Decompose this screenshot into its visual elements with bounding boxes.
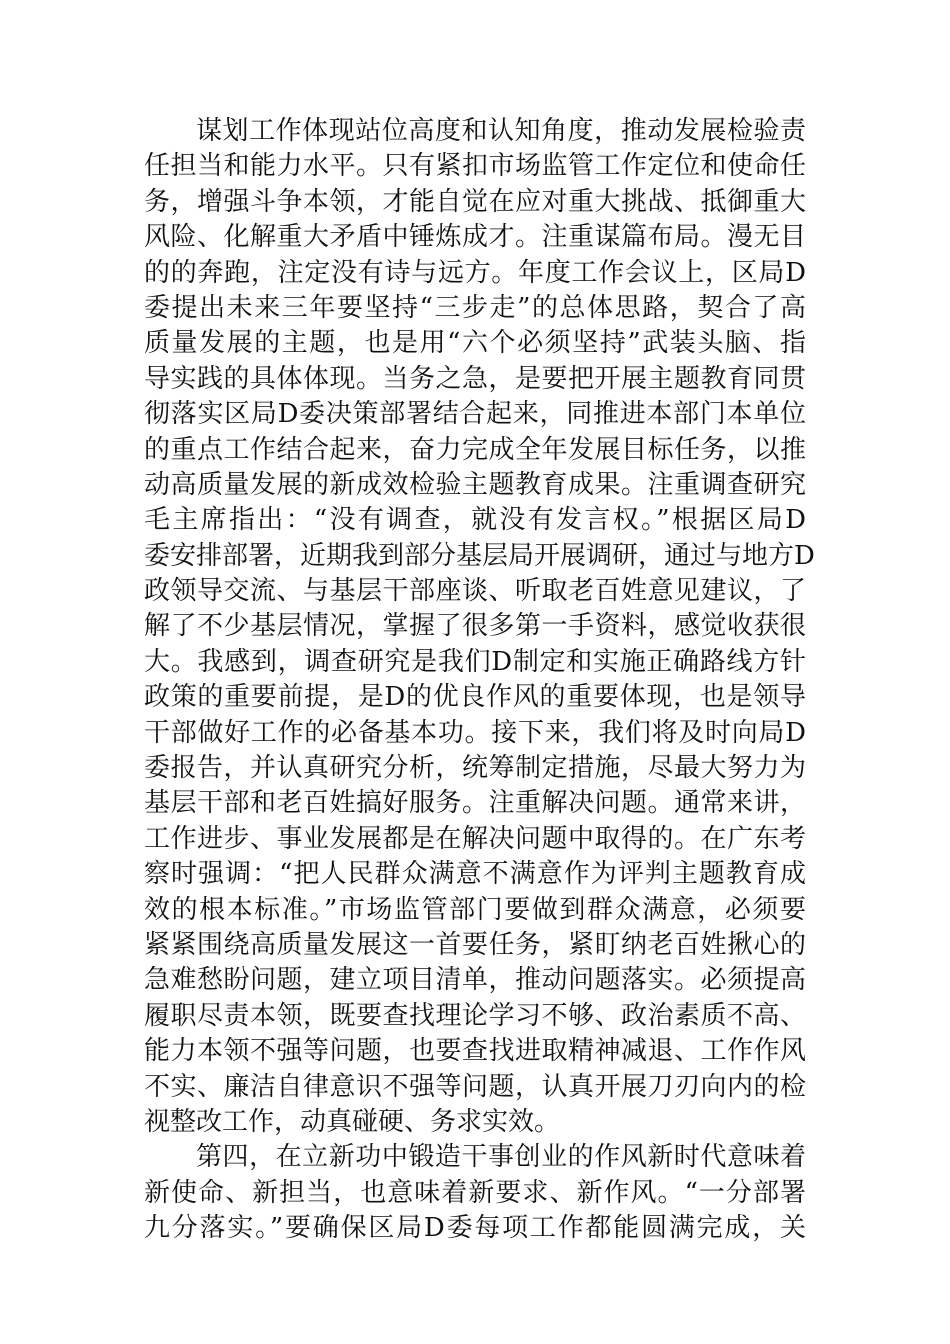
paragraph-line: 第四，在立新功中锻造干事创业的作风新时代意味着 xyxy=(196,1142,806,1173)
paragraph-line: 政领导交流、与基层干部座谈、听取老百姓意见建议，了 xyxy=(144,576,806,607)
paragraph-line: 导实践的具体体现。当务之急，是要把开展主题教育同贯 xyxy=(144,363,806,394)
body-text xyxy=(144,114,815,1247)
paragraph-line: 大。我感到，调查研究是我们D制定和实施正确路线方针 xyxy=(144,646,806,677)
paragraph-line: 干部做好工作的必备基本功。接下来，我们将及时向局D xyxy=(144,717,806,748)
paragraph-line: 谋划工作体现站位高度和认知角度，推动发展检验责 xyxy=(196,116,806,146)
paragraph-line: 察时强调：“把人民群众满意不满意作为评判主题教育成 xyxy=(144,859,806,890)
paragraph-line: 新使命、新担当，也意味着新要求、新作风。“一分部署 xyxy=(144,1177,806,1208)
paragraph-line: 任担当和能力水平。只有紧扣市场监管工作定位和使命任 xyxy=(144,151,806,182)
paragraph-line: 委提出未来三年要坚持“三步走”的总体思路，契合了高 xyxy=(144,292,806,323)
paragraph-line: 履职尽责本领，既要查找理论学习不够、政治素质不高、 xyxy=(144,1000,806,1031)
paragraph-line: 九分落实。”要确保区局D委每项工作都能圆满完成，关 xyxy=(144,1213,806,1244)
paragraph-line: 委报告，并认真研究分析，统筹制定措施，尽最大努力为 xyxy=(144,753,806,784)
paragraph-line: 的的奔跑，注定没有诗与远方。年度工作会议上，区局D xyxy=(144,257,806,288)
paragraph-line: 不实、廉洁自律意识不强等问题，认真开展刀刃向内的检 xyxy=(144,1071,806,1102)
paragraph-line: 的重点工作结合起来，奋力完成全年发展目标任务，以推 xyxy=(144,434,806,465)
paragraph-line: 急难愁盼问题，建立项目清单，推动问题落实。必须提高 xyxy=(144,965,806,996)
paragraph-line: 紧紧围绕高质量发展这一首要任务，紧盯纳老百姓揪心的 xyxy=(144,929,806,960)
paragraph-line: 工作进步、事业发展都是在解决问题中取得的。在广东考 xyxy=(144,823,806,854)
paragraph-line: 视整改工作，动真碰硬、务求实效。 xyxy=(144,1106,561,1137)
paragraph-line: 能力本领不强等问题，也要查找进取精神减退、工作作风 xyxy=(144,1036,806,1067)
paragraph-line: 效的根本标准。”市场监管部门要做到群众满意，必须要 xyxy=(144,894,806,925)
paragraph-line: 风险、化解重大矛盾中锤炼成才。注重谋篇布局。漫无目 xyxy=(144,222,806,253)
paragraph-line: 质量发展的主题，也是用“六个必须坚持”武装头脑、指 xyxy=(144,328,806,359)
paragraph-line: 解了不少基层情况，掌握了很多第一手资料，感觉收获很 xyxy=(144,611,806,642)
paragraph-line: 彻落实区局D委决策部署结合起来，同推进本部门本单位 xyxy=(144,399,806,430)
paragraph-line: 委安排部署，近期我到部分基层局开展调研，通过与地方D xyxy=(144,540,815,571)
paragraph-line: 毛主席指出：“没有调查，就没有发言权。”根据区局D xyxy=(144,505,806,536)
paragraph-line: 政策的重要前提，是D的优良作风的重要体现，也是领导 xyxy=(144,682,806,713)
paragraph-line: 基层干部和老百姓搞好服务。注重解决问题。通常来讲， xyxy=(144,788,806,819)
paragraph-line: 务，增强斗争本领，才能自觉在应对重大挑战、抵御重大 xyxy=(144,186,806,217)
paragraph-line: 动高质量发展的新成效检验主题教育成果。注重调查研究 xyxy=(144,469,806,500)
